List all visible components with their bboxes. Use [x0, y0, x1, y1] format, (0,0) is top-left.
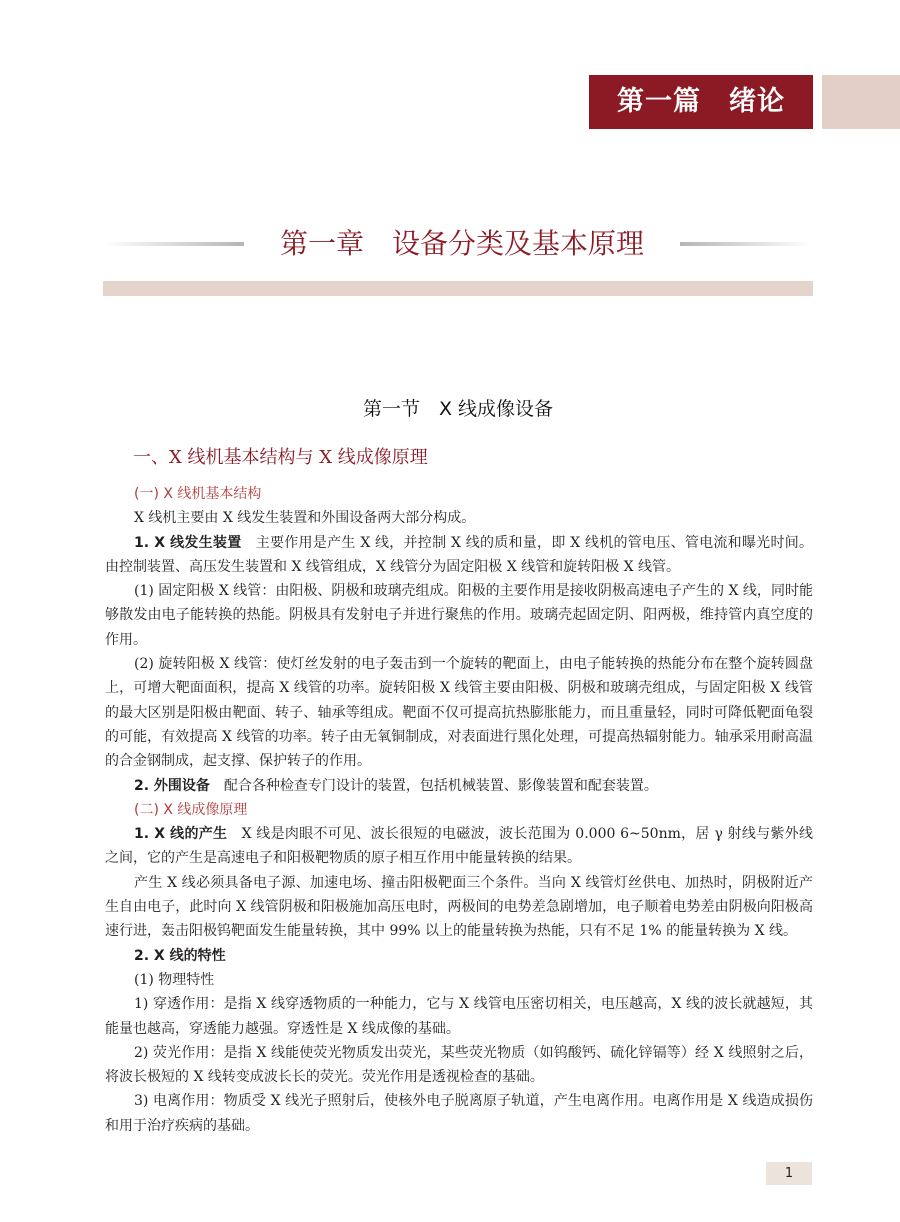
paragraph-lead: 1. X 线的产生	[134, 826, 228, 843]
lead-paragraph	[105, 531, 813, 580]
chapter-title: 第一章 设备分类及基本原理	[279, 227, 644, 260]
section-title: 第一节 X 线成像设备	[362, 398, 554, 420]
paragraph: 2) 荧光作用：是指 X 线能使荧光物质发出荧光，某些荧光物质（如钨酸钙、硫化锌镉等）经 X 线照射之后，将波长极短的 X 线转变成波长长的荧光。荧光作用是透视检查的基础。	[105, 1044, 813, 1086]
lead-paragraph	[105, 944, 813, 968]
paragraph-text: 配合各种检查专门设计的装置，包括机械装置、影像装置和配套装置。	[209, 777, 658, 794]
lead-paragraph	[105, 822, 813, 871]
chapter-divider-bar	[103, 281, 813, 296]
heading-level-2: (一) X 线机基本结构	[134, 486, 262, 502]
paragraph: (1) 物理特性	[134, 971, 215, 988]
paragraph-lead: 2. 外围设备	[134, 777, 210, 794]
part-tab-decoration	[822, 75, 900, 129]
paragraph: (2) 旋转阳极 X 线管：使灯丝发射的电子轰击到一个旋转的靶面上，由电子能转换的热能分布在整个旋转圆盘上，可增大靶面面积，提高 X 线管的功率。旋转阳极 X 线管主要由阳极、阴极和玻璃壳组成，与固定阳极 X 线管的最大区别是阳极由靶面、转子、轴承等组成。靶面不仅可提高抗热膨胀能力，而且重量轻，同时可降低靶面龟裂的可能，有效提高 X 线管的功率。转子由无氧铜制成，对表面进行黑化处理，可提高热辐射能力。轴承采用耐高温的合金钢制成，起支撑、保护转子的作用。	[105, 656, 813, 770]
part-title-banner: 第一篇 绪论	[589, 75, 813, 129]
paragraph-lead: 2. X 线的特性	[134, 947, 226, 964]
heading-level-2: (二) X 线成像原理	[134, 801, 248, 818]
chapter-rule-left	[104, 242, 244, 246]
paragraph: 1) 穿透作用：是指 X 线穿透物质的一种能力，它与 X 线管电压密切相关，电压越高，X 线的波长就越短，其能量也越高，穿透能力越强。穿透性是 X 线成像的基础。	[105, 996, 813, 1037]
paragraph-lead: 1. X 线发生装置	[134, 534, 242, 551]
paragraph-text: X 线是肉眼不可见、波长很短的电磁波，波长范围为 0.000 6~50nm，居 γ 射线与紫外线之间，它的产生是高速电子和阳极靶物质的原子相互作用中能量转换的结果。	[105, 826, 813, 867]
heading-level-1: 一、X 线机基本结构与 X 线成像原理	[133, 447, 428, 468]
paragraph: 3) 电离作用：物质受 X 线光子照射后，使核外电子脱离原子轨道，产生电离作用。电离作用是 X 线造成损伤和用于治疗疾病的基础。	[105, 1093, 813, 1134]
paragraph: 产生 X 线必须具备电子源、加速电场、撞击阳极靶面三个条件。当向 X 线管灯丝供电、加热时，阴极附近产生自由电子，此时向 X 线管阴极和阳极施加高压电时，两极间的电势差急剧增加，电子顺着电势差由阴极向阳极高速行进，轰击阳极钨靶面发生能量转换，其中 99% 以上的能量转换为热能，只有不足 1% 的能量转换为 X 线。	[105, 874, 813, 940]
lead-paragraph	[105, 774, 813, 798]
paragraph: X 线机主要由 X 线发生装置和外围设备两大部分构成。	[134, 510, 476, 527]
chapter-rule-right	[680, 242, 812, 246]
paragraph-text: 主要作用是产生 X 线，并控制 X 线的质和量，即 X 线机的管电压、管电流和曝光时间。由控制装置、高压发生装置和 X 线管组成，X 线管分为固定阳极 X 线管和旋转阳极 X 线管。	[105, 534, 813, 575]
paragraph: (1) 固定阳极 X 线管：由阳极、阴极和玻璃壳组成。阳极的主要作用是接收阴极高速电子产生的 X 线，同时能够散发由电子能转换的热能。阴极具有发射电子并进行聚焦的作用。玻璃壳起固定阴、阳两极，维持管内真空度的作用。	[105, 583, 813, 648]
body-text	[105, 482, 813, 1138]
page-number: 1	[766, 1162, 812, 1185]
